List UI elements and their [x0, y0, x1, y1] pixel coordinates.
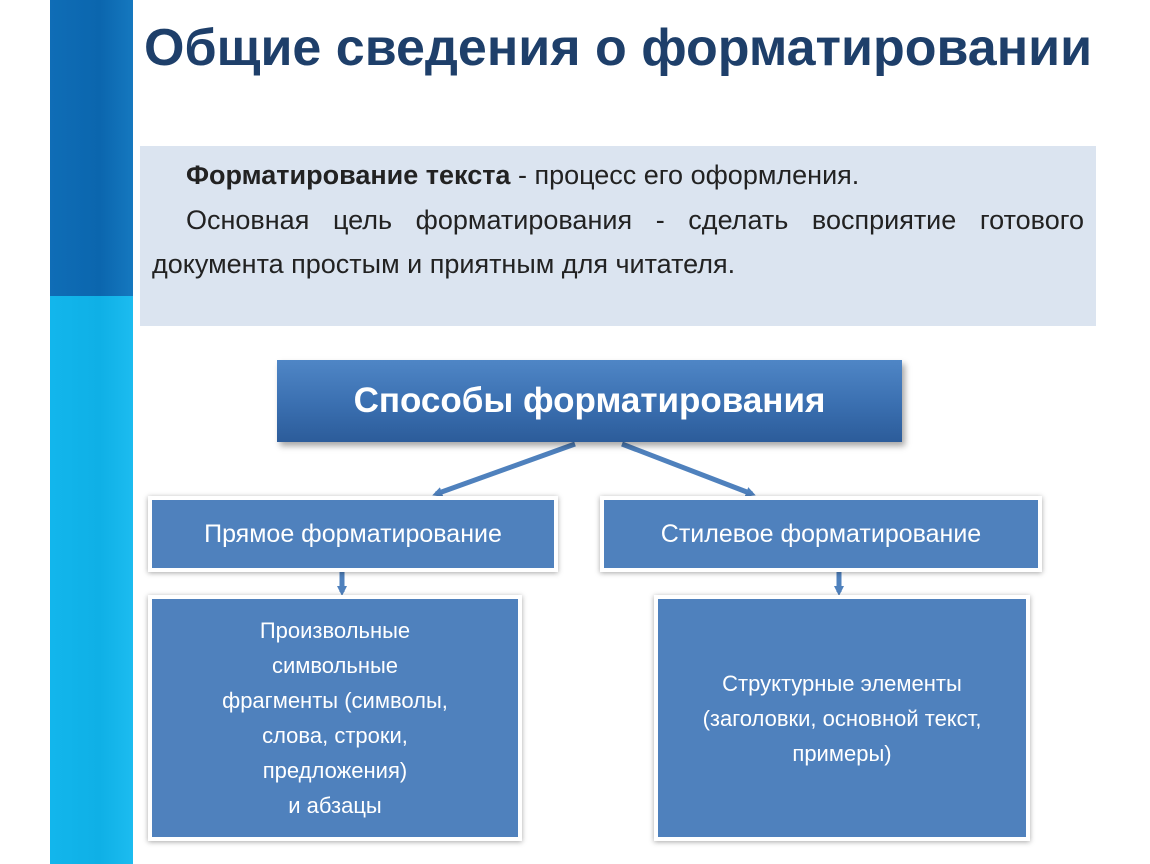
root-node: Способы форматирования: [277, 360, 902, 442]
right-leaf-line: примеры): [792, 740, 892, 766]
right-leaf-line: (заголовки, основной текст,: [702, 705, 982, 731]
slide-title: Общие сведения о форматировании: [144, 19, 1093, 77]
left-branch-node: Прямое форматирование: [148, 496, 558, 572]
right-leaf-line: Структурные элементы: [722, 670, 962, 696]
connector-root-left: [436, 444, 575, 494]
left-leaf-line: слова, строки,: [262, 723, 408, 748]
connector-root-right: [622, 444, 752, 494]
left-leaf-line: и абзацы: [288, 793, 382, 818]
definition-term-rest: - процесс его оформления.: [510, 160, 860, 190]
right-branch-node: Стилевое форматирование: [600, 496, 1042, 572]
right-leaf-node: [654, 595, 1030, 841]
left-leaf-node: [148, 595, 522, 841]
left-leaf-line: фрагменты (символы,: [222, 688, 448, 713]
definition-paragraph: Основная цель форматирования - сделать восприятие готового документа простым и приятным для читателя.: [152, 205, 1084, 279]
left-leaf-line: Произвольные: [259, 618, 411, 643]
left-leaf-line: предложения): [262, 758, 408, 783]
definition-term: Форматирование текста: [186, 160, 511, 190]
left-leaf-line: символьные: [271, 653, 399, 678]
